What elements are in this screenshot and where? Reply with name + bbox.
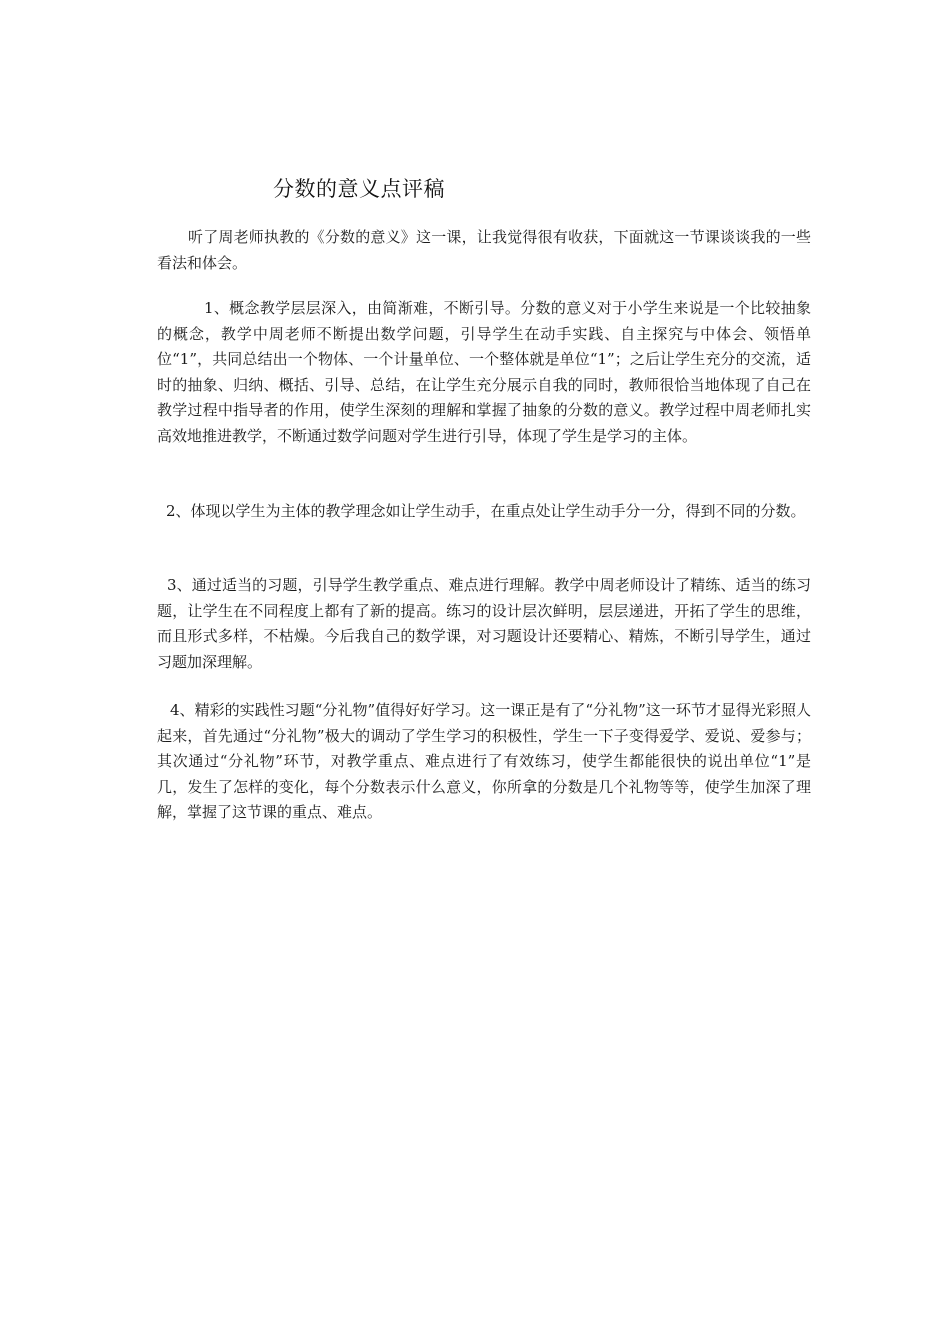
- point-4-paragraph: 4、精彩的实践性习题“分礼物”值得好好学习。这一课正是有了“分礼物”这一环节才显得光彩照人起来，首先通过“分礼物”极大的调动了学生学习的积极性，学生一下子变得爱学、爱说、爱参与；其次通过“分礼物”环节，对教学重点、难点进行了有效练习，使学生都能很快的说出单位“1”是几，发生了怎样的变化，每个分数表示什么意义，你所拿的分数是几个礼物等等，使学生加深了理解，掌握了这节课的重点、难点。: [157, 701, 811, 822]
- point-3-paragraph: 3、通过适当的习题，引导学生教学重点、难点进行理解。教学中周老师设计了精练、适当的练习题，让学生在不同程度上都有了新的提高。练习的设计层次鲜明，层层递进，开拓了学生的思维，而且形式多样，不枯燥。今后我自己的数学课，对习题设计还要精心、精炼，不断引导学生，通过习题加深理解。: [157, 576, 811, 671]
- point-1-paragraph: 1、概念教学层层深入，由简渐难，不断引导。分数的意义对于小学生来说是一个比较抽象的概念，教学中周老师不断提出数学问题，引导学生在动手实践、自主探究与中体会、领悟单位“1”，共同总结出一个物体、一个计量单位、一个整体就是单位“1”；之后让学生充分的交流，适时的抽象、归纳、概括、引导、总结，在让学生充分展示自我的同时，教师很恰当地体现了自己在教学过程中指导者的作用，使学生深刻的理解和掌握了抽象的分数的意义。教学过程中周老师扎实高效地推进教学，不断通过数学问题对学生进行引导，体现了学生是学习的主体。: [157, 299, 811, 445]
- intro-paragraph: 听了周老师执教的《分数的意义》这一课，让我觉得很有收获，下面就这一节课谈谈我的一些看法和体会。: [157, 228, 811, 272]
- document-title: 分数的意义点评稿: [273, 177, 445, 201]
- point-2-paragraph: 2、体现以学生为主体的教学理念如让学生动手，在重点处让学生动手分一分，得到不同的分数。: [166, 502, 806, 520]
